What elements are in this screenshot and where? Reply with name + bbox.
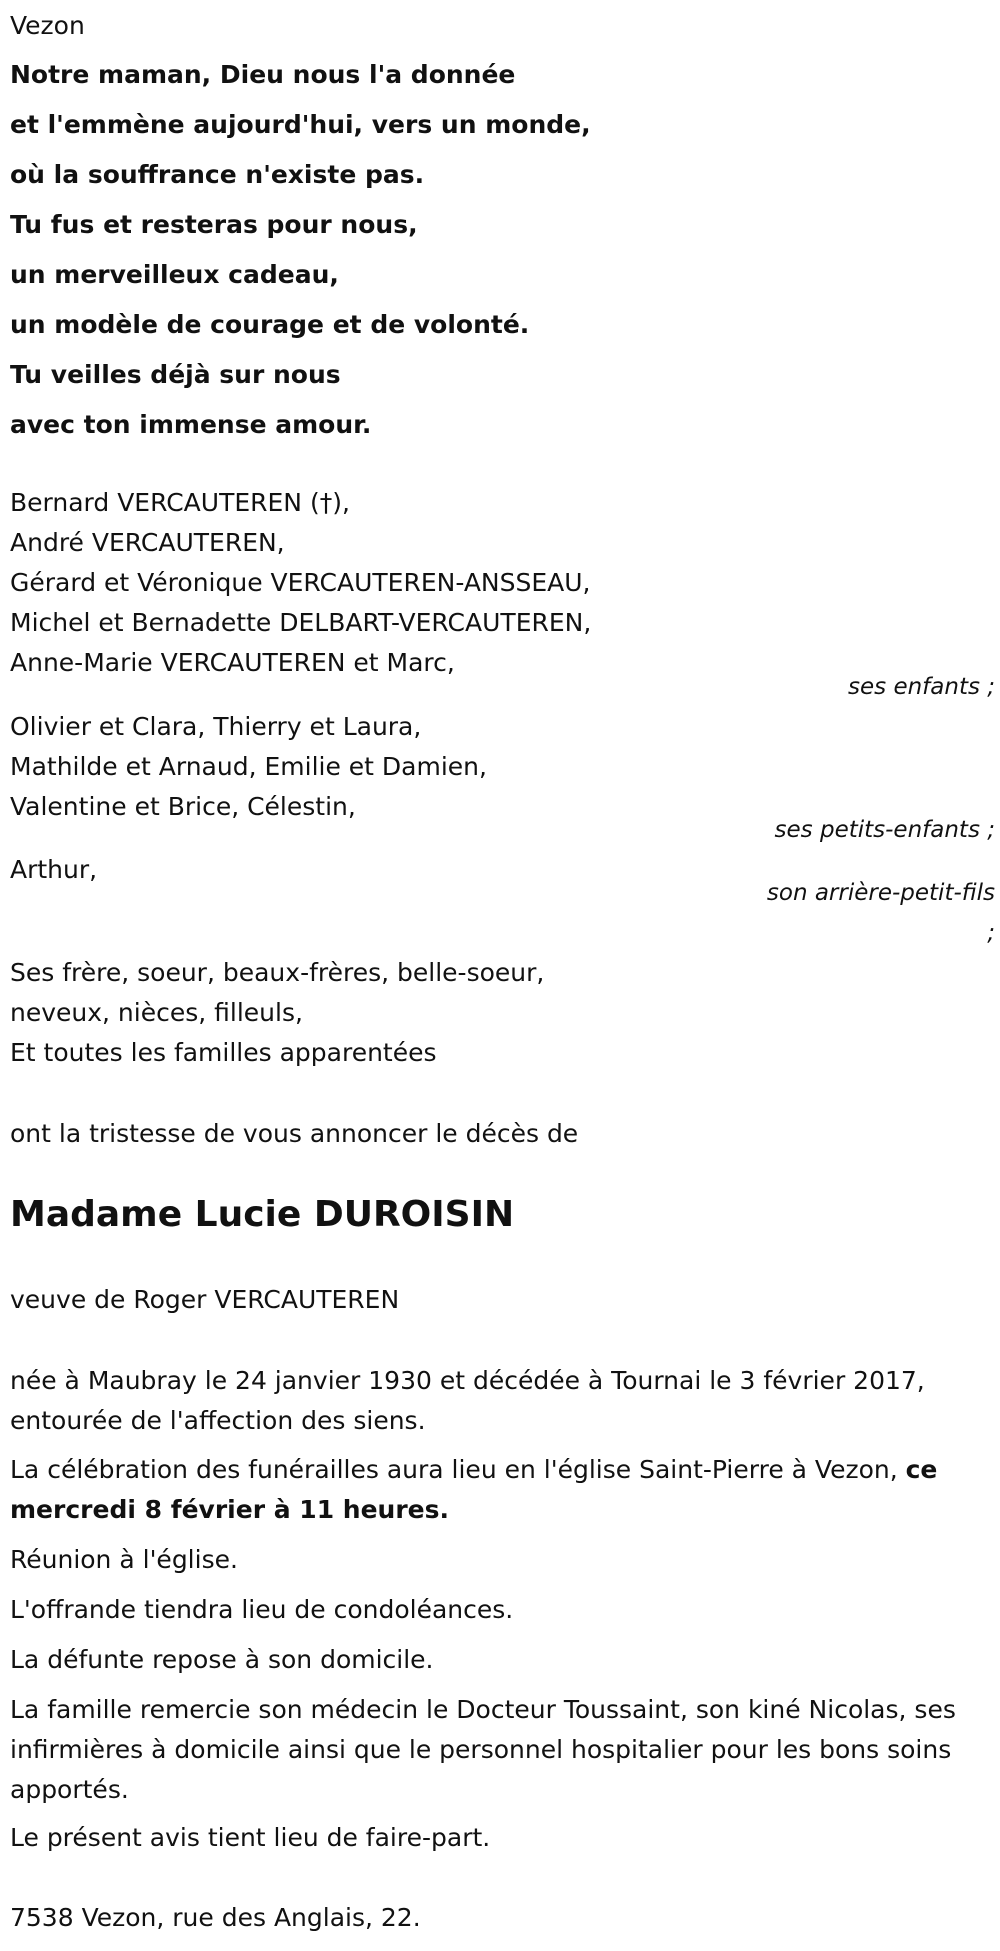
poem-line: Tu veilles déjà sur nous: [10, 360, 341, 389]
announcement: ont la tristesse de vous annoncer le décès de: [10, 1119, 579, 1148]
funeral-info: [10, 1450, 995, 1530]
funeral-date: ce mercredi 8 février à 11 heures.: [10, 1455, 938, 1524]
family-member: Valentine et Brice, Célestin,: [10, 792, 356, 821]
poem-line: avec ton immense amour.: [10, 410, 372, 439]
funeral-intro: La célébration des funérailles aura lieu en l'église Saint-Pierre à Vezon,: [10, 1455, 906, 1484]
family-member: Arthur,: [10, 855, 98, 884]
poem-line: Tu fus et resteras pour nous,: [10, 210, 418, 239]
family-member: Gérard et Véronique VERCAUTEREN-ANSSEAU,: [10, 568, 591, 597]
family-member: André VERCAUTEREN,: [10, 528, 285, 557]
birth-death: née à Maubray le 24 janvier 1930 et décédée à Tournai le 3 février 2017, entourée de l'affection des siens.: [10, 1366, 925, 1435]
deceased-name: Madame Lucie DUROISIN: [10, 1194, 515, 1235]
location-header: Vezon: [10, 11, 85, 40]
notice: Le présent avis tient lieu de faire-part.: [10, 1823, 491, 1852]
other-relatives-line: Ses frère, soeur, beaux-frères, belle-soeur,: [10, 958, 545, 987]
children-relation: ses enfants ;: [848, 674, 995, 700]
other-relatives-line: Et toutes les familles apparentées: [10, 1038, 437, 1067]
great-grandchildren-relation-end: ;: [987, 920, 995, 946]
meeting-info: Réunion à l'église.: [10, 1545, 238, 1574]
poem-line: un merveilleux cadeau,: [10, 260, 339, 289]
family-member: Michel et Bernadette DELBART-VERCAUTEREN,: [10, 608, 592, 637]
widow-of: veuve de Roger VERCAUTEREN: [10, 1285, 400, 1314]
poem-line: Notre maman, Dieu nous l'a donnée: [10, 60, 516, 89]
great-grandchildren-relation: son arrière-petit-fils: [766, 880, 995, 906]
other-relatives-line: neveux, nièces, filleuls,: [10, 998, 303, 1027]
family-member: Mathilde et Arnaud, Emilie et Damien,: [10, 752, 487, 781]
resting-info: La défunte repose à son domicile.: [10, 1645, 434, 1674]
family-member: Olivier et Clara, Thierry et Laura,: [10, 712, 422, 741]
offering-info: L'offrande tiendra lieu de condoléances.: [10, 1595, 514, 1624]
poem-line: où la souffrance n'existe pas.: [10, 160, 425, 189]
family-member: Anne-Marie VERCAUTEREN et Marc,: [10, 648, 455, 677]
grandchildren-relation: ses petits-enfants ;: [774, 817, 995, 843]
poem-line: un modèle de courage et de volonté.: [10, 310, 530, 339]
poem-line: et l'emmène aujourd'hui, vers un monde,: [10, 110, 591, 139]
thanks: La famille remercie son médecin le Docteur Toussaint, son kiné Nicolas, ses infirmières à domicile ainsi que le personnel hospitalier pour les bons soins apportés.: [10, 1695, 956, 1804]
address: 7538 Vezon, rue des Anglais, 22.: [10, 1903, 421, 1932]
family-member: Bernard VERCAUTEREN (†),: [10, 488, 350, 517]
